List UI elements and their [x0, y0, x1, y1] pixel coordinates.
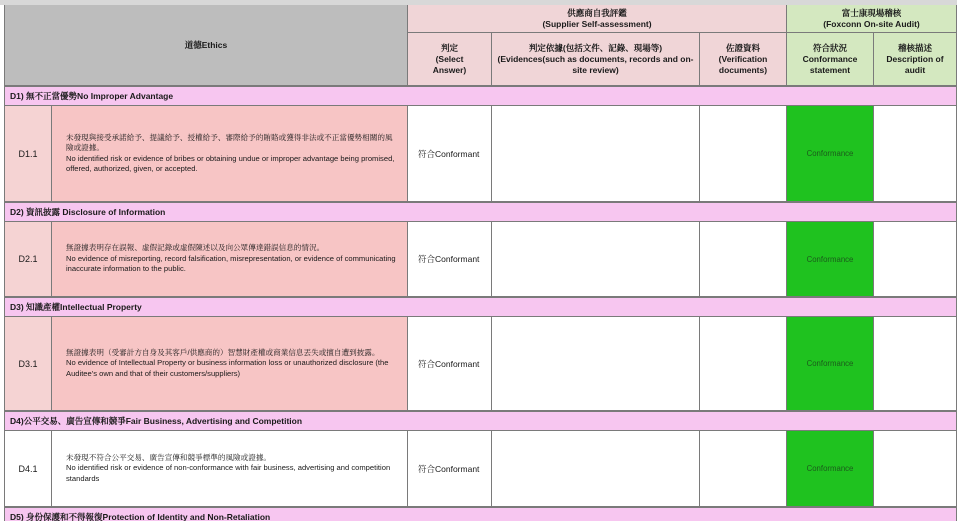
select-header-zh: 判定	[440, 42, 458, 53]
item-id: D1.1	[18, 148, 38, 159]
item-id-cell[interactable]	[4, 222, 52, 297]
select-answer-value: 符合Conformant	[418, 358, 480, 369]
section-row-d5[interactable]	[4, 507, 957, 521]
conformance-cell[interactable]	[787, 106, 874, 202]
evidence-header[interactable]	[492, 33, 700, 86]
section-title: D3) 知識產權Intellectual Property	[10, 302, 142, 312]
verification-cell[interactable]	[700, 431, 787, 507]
evidence-cell[interactable]	[492, 106, 700, 202]
requirement-cell[interactable]	[52, 431, 408, 507]
section-row-d4[interactable]	[4, 411, 957, 431]
select-answer-header[interactable]	[408, 33, 492, 86]
requirement-en: No evidence of misreporting, record falsification, misrepresentation, or evidence of communicating inaccurate information to the public.	[66, 253, 396, 274]
conformance-cell[interactable]	[787, 222, 874, 297]
section-title: D5) 身份保護和不得報復Protection of Identity and Non-Retaliation	[10, 512, 271, 521]
conformance-value: Conformance	[806, 254, 854, 264]
requirement-zh: 未發現不符合公平交易、廣告宣傳和競爭標準的風險或證據。	[66, 452, 272, 462]
item-id-cell[interactable]	[4, 106, 52, 202]
self-assessment-header[interactable]	[408, 5, 787, 33]
section-title: D1) 無不正當優勢No Improper Advantage	[10, 91, 174, 101]
audit-description-cell[interactable]	[874, 431, 957, 507]
requirement-zh: 未發現與接受承諾給予、提議給予、授權給予、審際給予的賄賂或獲得非法或不正當優勢相關的風險或證據。	[66, 132, 393, 152]
verification-header-zh: 佐證資料	[725, 42, 760, 53]
audit-header-zh: 富士康現場稽核	[841, 7, 902, 18]
select-answer-value: 符合Conformant	[418, 254, 480, 264]
evidence-header-en: (Evidences(such as documents, records and on-site review)	[497, 53, 694, 75]
audit-description-header[interactable]	[874, 33, 957, 86]
conformance-header-en: Conformance statement	[802, 53, 858, 75]
audit-header[interactable]	[787, 5, 957, 33]
audit-desc-header-zh: 稽核描述	[897, 42, 932, 53]
section-row-d3[interactable]	[4, 297, 957, 317]
conformance-value: Conformance	[806, 359, 854, 368]
section-row-d2[interactable]	[4, 202, 957, 222]
audit-description-cell[interactable]	[874, 317, 957, 411]
conformance-cell[interactable]	[787, 317, 874, 411]
requirement-cell[interactable]	[52, 106, 408, 202]
evidence-cell[interactable]	[492, 317, 700, 411]
audit-description-cell[interactable]	[874, 106, 957, 202]
requirement-zh: 無證據表明存在誤報、虛假記錄或虛假陳述以及向公眾傳達錯誤信息的情況。	[66, 243, 325, 253]
evidence-header-zh: 判定依據(包括文件、記錄、現場等)	[528, 42, 663, 53]
conformance-header-zh: 符合狀況	[812, 42, 847, 53]
evidence-cell[interactable]	[492, 222, 700, 297]
evidence-cell[interactable]	[492, 431, 700, 507]
select-answer-value: 符合Conformant	[418, 148, 480, 159]
verification-cell[interactable]	[700, 317, 787, 411]
requirement-en: No evidence of Intellectual Property or business information loss or unauthorized disclosure (the Auditee's own and that of their customers/suppliers)	[66, 358, 389, 378]
item-id-cell[interactable]	[4, 317, 52, 411]
select-header-en: (Select Answer)	[432, 53, 467, 75]
conformance-value: Conformance	[806, 149, 854, 158]
verification-header[interactable]	[700, 33, 787, 86]
section-title: D4)公平交易、廣告宣傳和競爭Fair Business, Advertising and Competition	[10, 416, 303, 426]
select-answer-cell[interactable]	[408, 317, 492, 411]
select-answer-cell[interactable]	[408, 106, 492, 202]
select-answer-cell[interactable]	[408, 431, 492, 507]
requirement-en: No identified risk or evidence of bribes or obtaining undue or improper advantage being promised, offered, authorized, given, or accepted.	[66, 153, 395, 173]
select-answer-value: 符合Conformant	[418, 463, 480, 474]
requirement-zh: 無證據表明（受審計方自身及其客戶/供應商的）智慧財產權或商業信息丟失或擅自遭到披露。	[66, 347, 380, 357]
audit-header-en: (Foxconn On-site Audit)	[823, 18, 920, 29]
conformance-cell[interactable]	[787, 431, 874, 507]
ethics-header-label: 道德Ethics	[184, 40, 228, 50]
requirement-en: No identified risk or evidence of non-conformance with fair business, advertising and competition standards	[66, 463, 391, 483]
ethics-header[interactable]	[4, 5, 408, 86]
audit-desc-header-en: Description of audit	[886, 53, 944, 75]
verification-cell[interactable]	[700, 222, 787, 297]
self-assessment-zh: 供應商自我評鑑	[567, 7, 627, 18]
requirement-cell[interactable]	[52, 222, 408, 297]
verification-header-en: (Verification documents)	[718, 53, 768, 75]
self-assessment-en: (Supplier Self-assessment)	[542, 18, 652, 29]
item-id: D4.1	[18, 463, 38, 474]
conformance-header[interactable]	[787, 33, 874, 86]
audit-description-cell[interactable]	[874, 222, 957, 297]
item-id: D2.1	[18, 254, 38, 264]
conformance-value: Conformance	[806, 464, 854, 473]
requirement-cell[interactable]	[52, 317, 408, 411]
item-id-cell[interactable]	[4, 431, 52, 507]
section-title: D2) 資訊披露 Disclosure of Information	[10, 207, 166, 217]
item-id: D3.1	[18, 358, 38, 369]
verification-cell[interactable]	[700, 106, 787, 202]
section-row-d1[interactable]	[4, 86, 957, 106]
select-answer-cell[interactable]	[408, 222, 492, 297]
